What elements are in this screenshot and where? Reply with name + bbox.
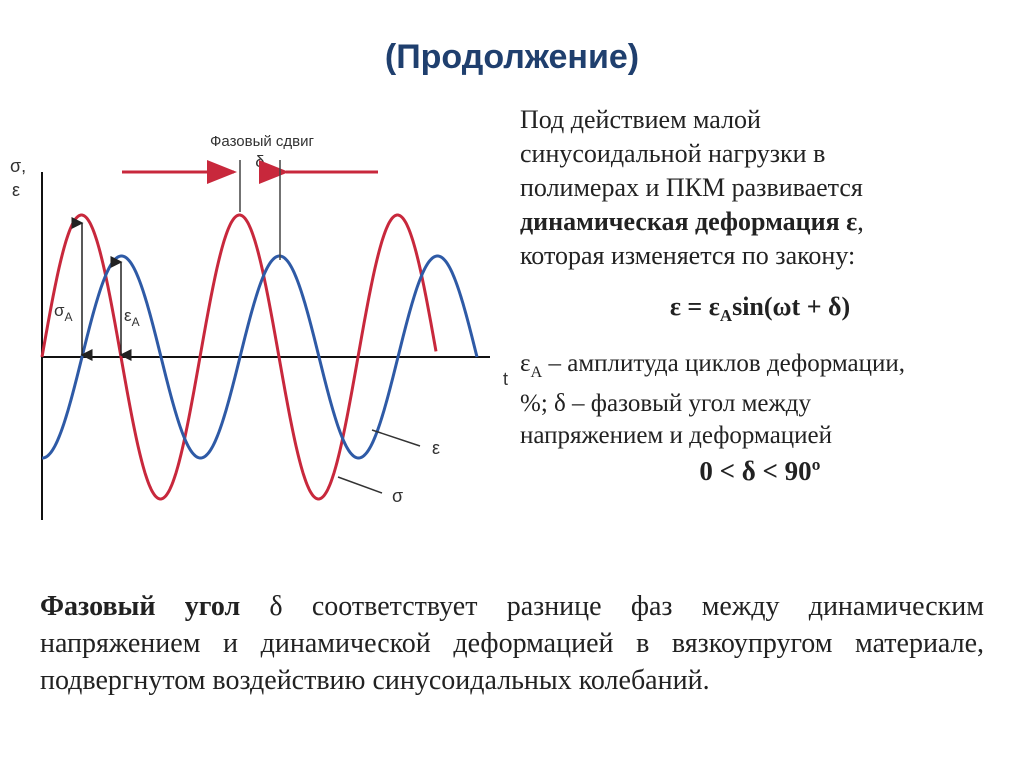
description-text — [520, 103, 1000, 273]
sigma-a-label: $\sigma_A$ — [54, 301, 73, 324]
delta-label: δ — [255, 152, 265, 171]
note-line-3: напряжением и деформацией — [520, 422, 833, 449]
sigma-callout-line — [338, 477, 382, 493]
desc-line-4: динамическая деформация ε, — [520, 207, 864, 236]
desc-line-3: полимерах и ПКМ развивается — [520, 173, 863, 202]
deformation-formula: $\varepsilon = \varepsilon_A\sin(\omega t + \delta)$ — [669, 292, 851, 326]
page-title: (Продолжение) — [384, 38, 640, 76]
amplitude-note — [520, 348, 1000, 452]
dynamic-deformation-term: динамическая деформация ε — [520, 207, 858, 236]
y-axis-label-eps: ε — [12, 180, 21, 200]
desc-line-2: синусоидальной нагрузки в — [520, 139, 826, 168]
phase-angle-definition: Фазовый угол δ соответствует разнице фаз между динамическим напряжением и динамической деформацией в вязкоупругом материале, подвергнутом воздействию синусоидальных колебаний. — [40, 591, 984, 696]
phase-angle-range: 0 < δ < 90º — [699, 456, 821, 486]
y-axis-label: σ, — [10, 156, 27, 176]
sigma-curve-label: σ — [392, 486, 404, 506]
desc-line-5: которая изменяется по закону: — [520, 241, 856, 270]
eps-curve-label: ε — [432, 438, 441, 458]
phase-angle-term: Фазовый угол — [40, 591, 241, 622]
note-line-1: $\varepsilon_A$ – амплитуда циклов деформации, — [520, 350, 905, 381]
note-line-2: %; δ – фазовый угол между — [520, 390, 811, 417]
phase-shift-label: Фазовый сдвиг — [210, 133, 314, 150]
eps-a-label: $\varepsilon_A$ — [124, 306, 140, 329]
eps-callout-line — [372, 430, 420, 446]
x-axis-label: t — [503, 369, 509, 389]
desc-line-1: Под действием малой — [520, 105, 761, 134]
phase-shift-diagram — [0, 120, 510, 540]
